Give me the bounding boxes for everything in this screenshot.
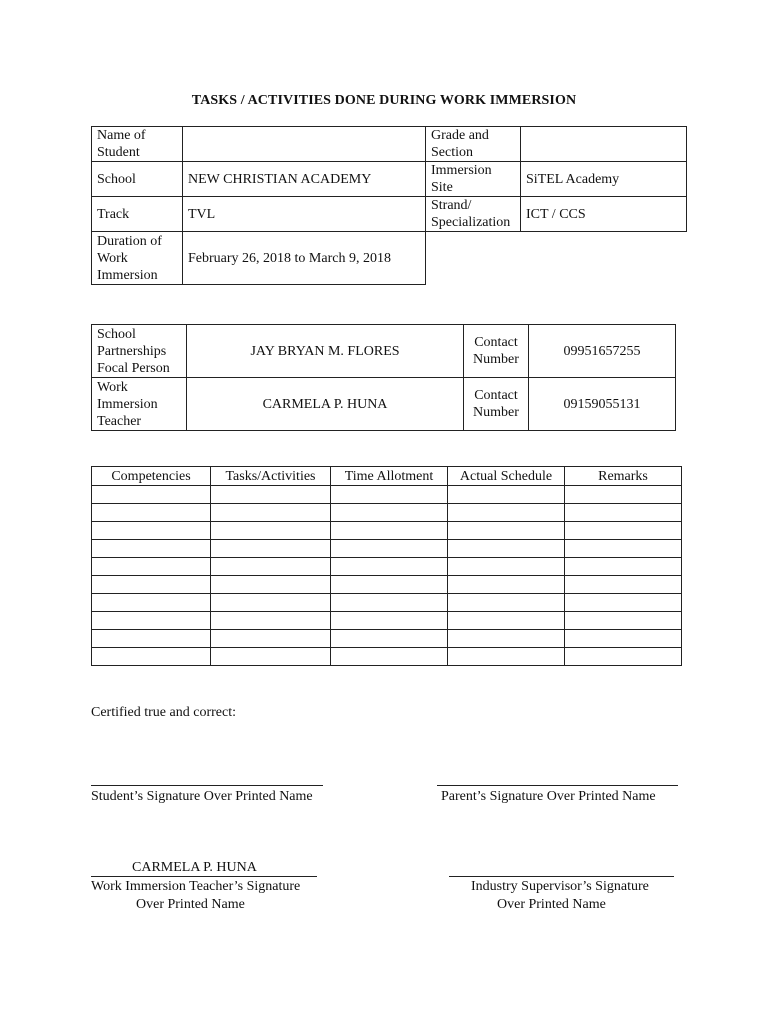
table-row bbox=[92, 648, 682, 666]
table-cell bbox=[92, 594, 211, 612]
contact-name: JAY BRYAN M. FLORES bbox=[187, 325, 464, 378]
column-header: Competencies bbox=[92, 467, 211, 486]
supervisor-signature-label: Industry Supervisor’s Signature bbox=[471, 879, 649, 894]
table-cell bbox=[92, 558, 211, 576]
table-cell bbox=[565, 504, 682, 522]
table-cell bbox=[448, 594, 565, 612]
table-cell bbox=[92, 576, 211, 594]
table-cell bbox=[211, 558, 331, 576]
contact-role: School Partnerships Focal Person bbox=[92, 325, 187, 378]
contacts-table bbox=[91, 324, 676, 431]
contact-name: CARMELA P. HUNA bbox=[187, 378, 464, 431]
table-cell bbox=[92, 540, 211, 558]
site-value: SiTEL Academy bbox=[521, 162, 687, 197]
table-cell bbox=[565, 612, 682, 630]
table-cell bbox=[331, 612, 448, 630]
table-cell bbox=[448, 540, 565, 558]
contact-number-label: Contact Number bbox=[464, 378, 529, 431]
table-cell bbox=[92, 504, 211, 522]
table-cell bbox=[565, 648, 682, 666]
name-value bbox=[183, 127, 426, 162]
table-row bbox=[92, 558, 682, 576]
table-cell bbox=[448, 558, 565, 576]
table-cell bbox=[211, 648, 331, 666]
column-header: Time Allotment bbox=[331, 467, 448, 486]
teacher-signature-line bbox=[91, 876, 317, 877]
table-cell bbox=[211, 504, 331, 522]
column-header: Tasks/Activities bbox=[211, 467, 331, 486]
column-header: Actual Schedule bbox=[448, 467, 565, 486]
track-value: TVL bbox=[183, 197, 426, 232]
school-label: School bbox=[92, 162, 183, 197]
table-cell bbox=[211, 612, 331, 630]
table-cell bbox=[92, 648, 211, 666]
activities-table bbox=[91, 466, 682, 666]
table-cell bbox=[211, 630, 331, 648]
table-row bbox=[92, 576, 682, 594]
contact-row bbox=[92, 325, 676, 378]
grade-value bbox=[521, 127, 687, 162]
contact-role: Work Immersion Teacher bbox=[92, 378, 187, 431]
table-cell bbox=[565, 594, 682, 612]
table-cell bbox=[92, 630, 211, 648]
grade-label: Grade and Section bbox=[426, 127, 521, 162]
table-row bbox=[92, 630, 682, 648]
table-cell bbox=[211, 486, 331, 504]
table-cell bbox=[331, 558, 448, 576]
column-header: Remarks bbox=[565, 467, 682, 486]
table-cell bbox=[565, 558, 682, 576]
table-cell bbox=[211, 576, 331, 594]
contact-number: 09951657255 bbox=[529, 325, 676, 378]
track-label: Track bbox=[92, 197, 183, 232]
table-cell bbox=[448, 522, 565, 540]
teacher-signature-label: Work Immersion Teacher’s Signature bbox=[91, 879, 301, 894]
table-cell bbox=[565, 630, 682, 648]
table-cell bbox=[565, 522, 682, 540]
student-info-table bbox=[91, 126, 687, 285]
table-cell bbox=[448, 486, 565, 504]
parent-signature-label: Parent’s Signature Over Printed Name bbox=[441, 789, 656, 804]
name-label: Name of Student bbox=[92, 127, 183, 162]
supervisor-signature-sublabel: Over Printed Name bbox=[497, 897, 606, 912]
student-signature-line bbox=[91, 785, 323, 786]
duration-label: Duration of Work Immersion bbox=[92, 232, 183, 285]
table-cell bbox=[92, 486, 211, 504]
table-cell bbox=[331, 504, 448, 522]
strand-label: Strand/ Specialization bbox=[426, 197, 521, 232]
empty-cell bbox=[426, 232, 521, 285]
table-cell bbox=[448, 576, 565, 594]
table-cell bbox=[331, 486, 448, 504]
table-row bbox=[92, 504, 682, 522]
supervisor-signature-line bbox=[449, 876, 674, 877]
table-cell bbox=[331, 522, 448, 540]
table-cell bbox=[331, 540, 448, 558]
empty-cell bbox=[521, 232, 687, 285]
table-cell bbox=[331, 594, 448, 612]
student-signature-label: Student’s Signature Over Printed Name bbox=[91, 789, 313, 804]
contact-number: 09159055131 bbox=[529, 378, 676, 431]
strand-value: ICT / CCS bbox=[521, 197, 687, 232]
contact-row bbox=[92, 378, 676, 431]
table-cell bbox=[211, 594, 331, 612]
school-value: NEW CHRISTIAN ACADEMY bbox=[183, 162, 426, 197]
contact-number-label: Contact Number bbox=[464, 325, 529, 378]
table-cell bbox=[92, 522, 211, 540]
table-row bbox=[92, 522, 682, 540]
table-cell bbox=[448, 504, 565, 522]
table-cell bbox=[331, 576, 448, 594]
table-row bbox=[92, 612, 682, 630]
table-cell bbox=[565, 540, 682, 558]
table-header-row bbox=[92, 467, 682, 486]
table-cell bbox=[211, 522, 331, 540]
table-cell bbox=[211, 540, 331, 558]
table-cell bbox=[331, 630, 448, 648]
certified-text: Certified true and correct: bbox=[91, 705, 236, 720]
table-cell bbox=[331, 648, 448, 666]
table-cell bbox=[448, 612, 565, 630]
table-row bbox=[92, 540, 682, 558]
table-cell bbox=[448, 648, 565, 666]
site-label: Immersion Site bbox=[426, 162, 521, 197]
teacher-signature-sublabel: Over Printed Name bbox=[136, 897, 245, 912]
parent-signature-line bbox=[437, 785, 678, 786]
table-row bbox=[92, 486, 682, 504]
table-cell bbox=[92, 612, 211, 630]
table-row bbox=[92, 594, 682, 612]
table-cell bbox=[565, 486, 682, 504]
page-title: TASKS / ACTIVITIES DONE DURING WORK IMMERSION bbox=[191, 93, 577, 108]
table-cell bbox=[448, 630, 565, 648]
table-cell bbox=[565, 576, 682, 594]
duration-value: February 26, 2018 to March 9, 2018 bbox=[183, 232, 426, 285]
teacher-printed-name: CARMELA P. HUNA bbox=[132, 860, 257, 875]
